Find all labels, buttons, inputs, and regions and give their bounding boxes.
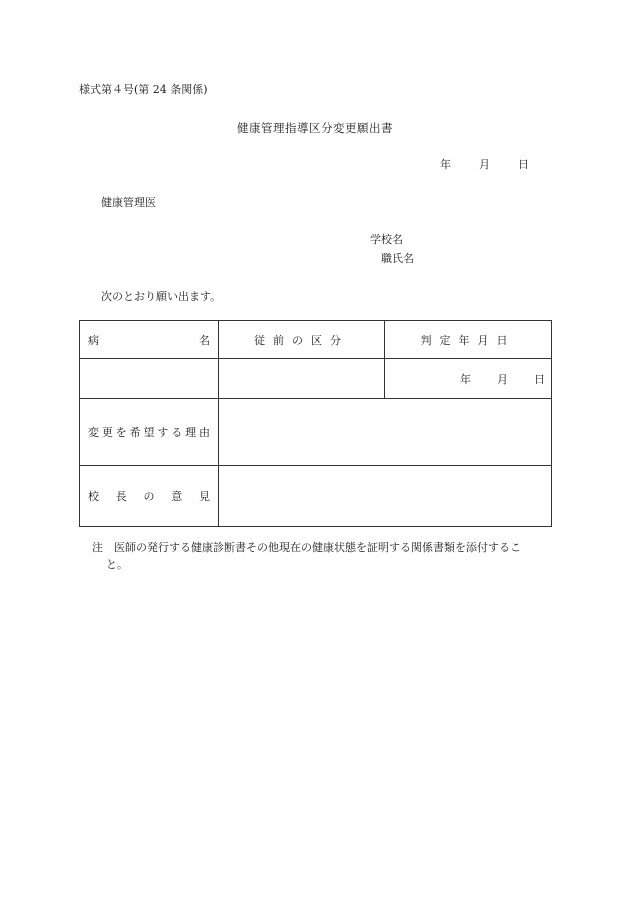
attachment-note: 注 医師の発行する健康診断書その他現在の健康状態を証明する関係書類を添付するこ [92,541,521,554]
reason-char: 更 [101,426,113,439]
judgment-date-cell[interactable] [385,359,552,399]
reason-char: を [115,426,127,439]
judgment-day-label: 日 [534,372,545,386]
table-row [80,466,552,527]
attachment-note-continued: と。 [106,558,128,571]
recipient: 健康管理医 [101,196,156,209]
reason-char: 希 [129,426,141,439]
principal-char: 見 [199,490,210,503]
request-text: 次のとおり願い出ます。 [101,290,222,303]
table-row [80,399,552,466]
date-year-label: 年 [440,158,451,171]
table-header-row [80,321,552,359]
principal-char: 意 [171,490,183,503]
reason-char: 変 [88,426,99,439]
reason-char: す [157,426,169,439]
disease-name-cell[interactable] [80,359,219,399]
reason-char: 由 [199,426,210,439]
reason-char: 理 [185,426,197,439]
form-table [79,320,552,527]
document-title: 健康管理指導区分変更願出書 [237,121,393,135]
disease-header-char: 病 [88,333,99,347]
form-number: 様式第４号(第 24 条関係) [79,83,208,96]
previous-class-cell[interactable] [219,359,385,399]
position-name-label: 職氏名 [381,252,414,265]
reason-char: る [171,426,183,439]
change-reason-label [80,399,219,466]
table-row [80,359,552,399]
judgment-date-header: 判定年月日 [385,321,552,359]
judgment-year-label: 年 [460,372,471,386]
principal-char: 校 [88,490,99,503]
judgment-month-label: 月 [497,372,508,386]
disease-name-header [80,321,219,359]
principal-char: の [143,490,155,503]
submission-date [440,156,529,172]
date-day-label: 日 [518,158,529,171]
reason-char: 望 [143,426,155,439]
principal-char: 長 [115,490,127,503]
date-month-label: 月 [479,158,490,171]
principal-opinion-label [80,466,219,527]
previous-class-header: 従前の区分 [219,321,385,359]
change-reason-field[interactable] [219,399,552,466]
school-name-label: 学校名 [370,233,403,246]
principal-opinion-field[interactable] [219,466,552,527]
disease-header-char: 名 [199,333,210,347]
